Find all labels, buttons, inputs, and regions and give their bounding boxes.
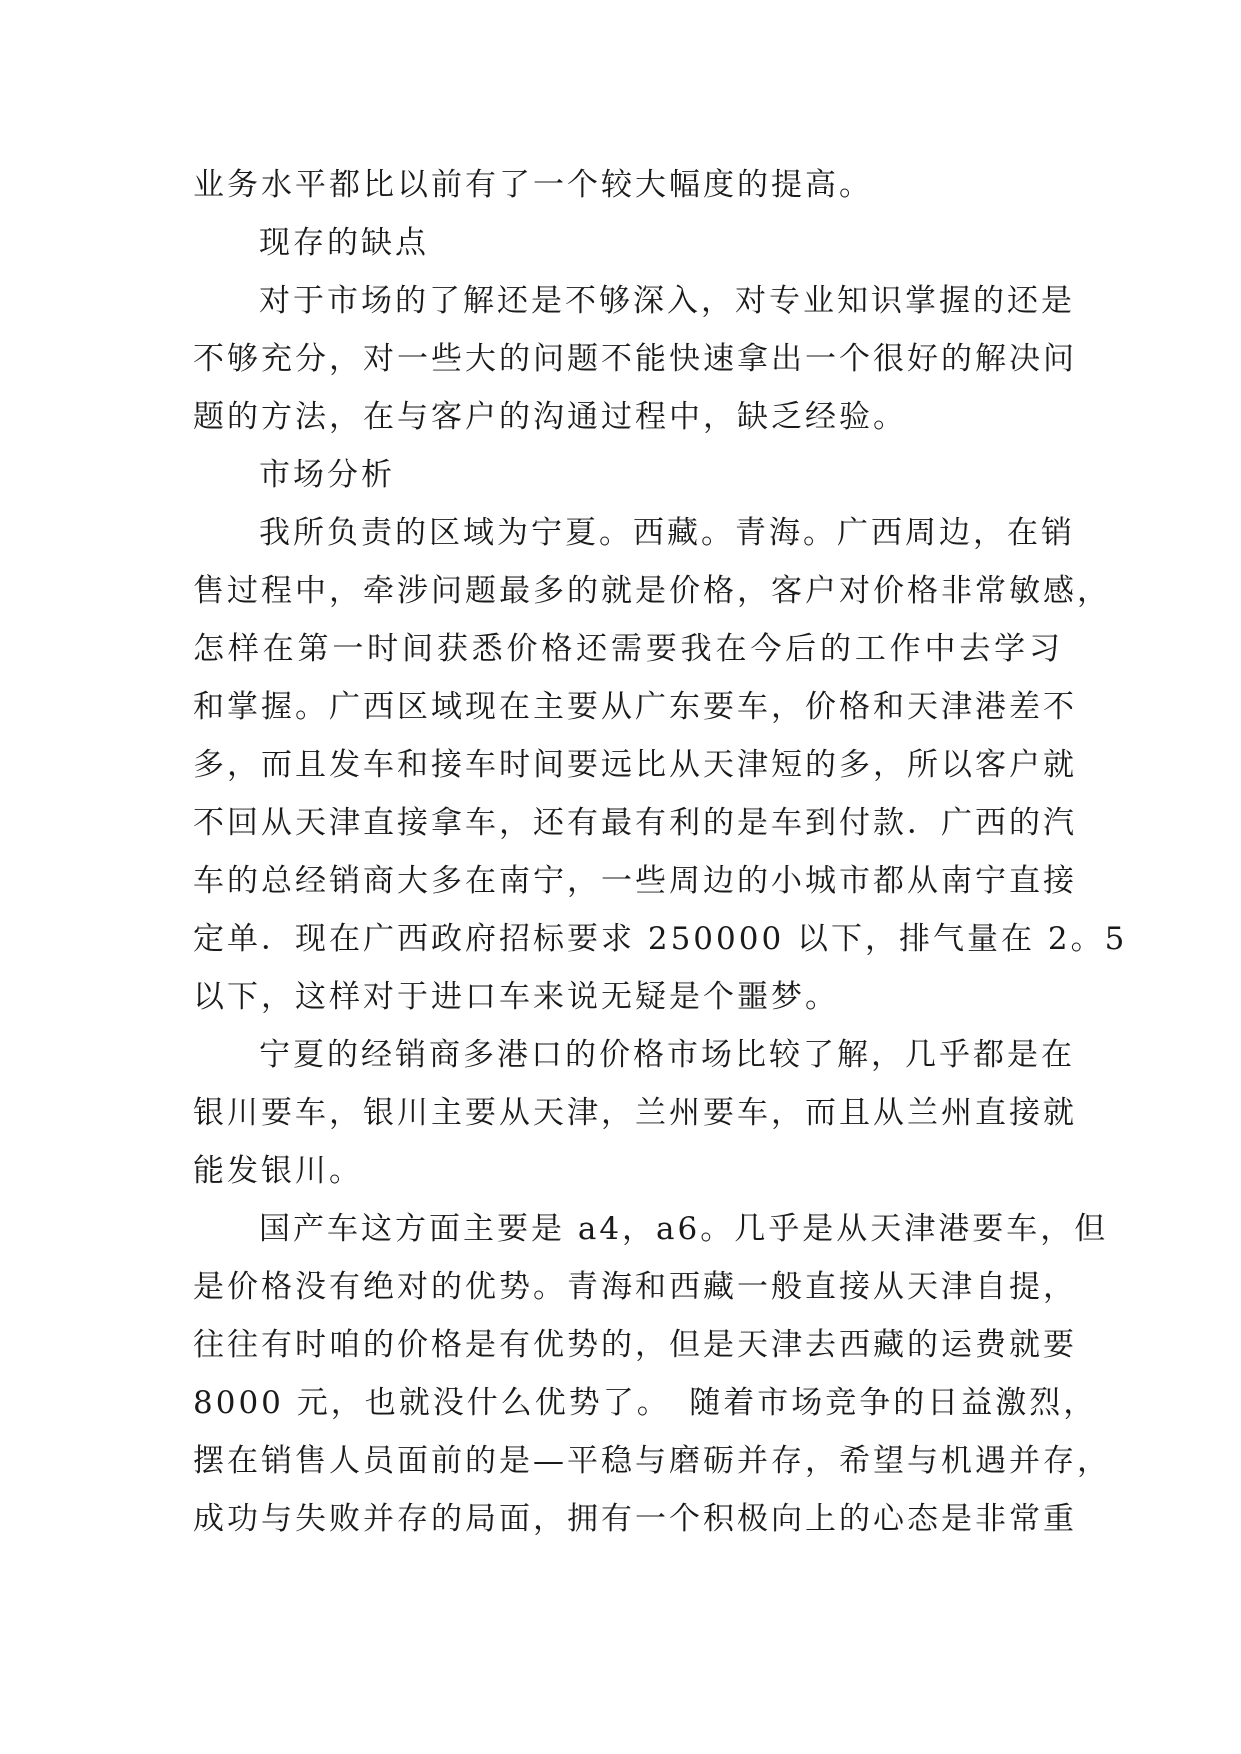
text-line: 怎样在第一时间获悉价格还需要我在今后的工作中去学习: [193, 631, 1063, 667]
text-line: 和掌握。广西区域现在主要从广东要车，价格和天津港差不: [193, 689, 1077, 725]
text-line: 能发银川。: [193, 1153, 363, 1189]
section-heading-market-analysis: 市场分析: [259, 457, 395, 493]
text-line: 成功与失败并存的局面，拥有一个积极向上的心态是非常重: [193, 1501, 1077, 1537]
text-line: 对于市场的了解还是不够深入，对专业知识掌握的还是: [259, 283, 1075, 319]
text-line: 国产车这方面主要是 a4，a6。几乎是从天津港要车，但: [259, 1211, 1109, 1247]
text-line: 银川要车，银川主要从天津，兰州要车，而且从兰州直接就: [193, 1095, 1077, 1131]
section-heading-shortcomings: 现存的缺点: [259, 225, 429, 261]
text-line: 往往有时咱的价格是有优势的，但是天津去西藏的运费就要: [193, 1327, 1077, 1363]
text-line: 不够充分，对一些大的问题不能快速拿出一个很好的解决问: [193, 341, 1077, 377]
text-line: 定单．现在广西政府招标要求 250000 以下，排气量在 2。5: [193, 921, 1128, 957]
text-line: 我所负责的区域为宁夏。西藏。青海。广西周边，在销: [259, 515, 1075, 551]
text-line: 售过程中，牵涉问题最多的就是价格，客户对价格非常敏感，: [193, 573, 1111, 609]
text-line: 不回从天津直接拿车，还有最有利的是车到付款．广西的汽: [193, 805, 1077, 841]
text-line: 车的总经销商大多在南宁，一些周边的小城市都从南宁直接: [193, 863, 1077, 899]
text-line: 业务水平都比以前有了一个较大幅度的提高。: [193, 167, 873, 203]
text-line: 多，而且发车和接车时间要远比从天津短的多，所以客户就: [193, 747, 1077, 783]
text-line: 以下，这样对于进口车来说无疑是个噩梦。: [193, 979, 839, 1015]
text-line: 是价格没有绝对的优势。青海和西藏一般直接从天津自提，: [193, 1269, 1077, 1305]
text-line: 8000 元，也就没什么优势了。 随着市场竞争的日益激烈，: [193, 1385, 1098, 1421]
body-text: [193, 156, 1128, 1548]
text-line: 宁夏的经销商多港口的价格市场比较了解，几乎都是在: [259, 1037, 1075, 1073]
text-line: 题的方法，在与客户的沟通过程中，缺乏经验。: [193, 399, 907, 435]
text-line: 摆在销售人员面前的是—平稳与磨砺并存，希望与机遇并存，: [193, 1443, 1111, 1479]
